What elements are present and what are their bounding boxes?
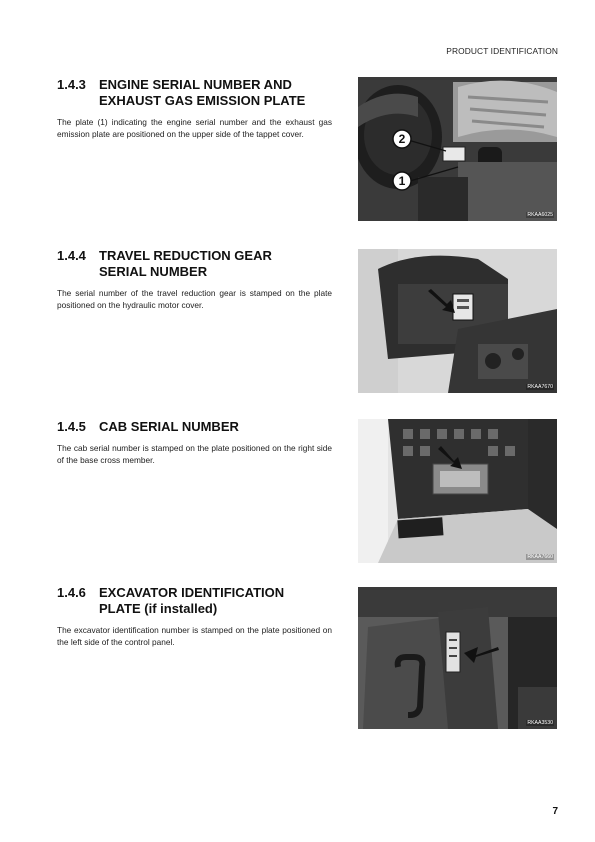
section-title (99, 585, 332, 617)
engine-plate-photo (358, 77, 557, 221)
callout-2: 2 (398, 132, 406, 146)
figure-code: RKAA6025 (527, 212, 553, 218)
section-title-line1: ENGINE SERIAL NUMBER AND (99, 77, 292, 92)
section-body: The serial number of the travel reduction gear is stamped on the plate positioned on the hydraulic motor cover. (57, 288, 332, 310)
section-excavator-identification (57, 585, 332, 648)
section-heading (57, 419, 332, 435)
section-body: The cab serial number is stamped on the plate positioned on the right side of the base cross member. (57, 443, 332, 465)
section-heading (57, 248, 332, 280)
section-title-line2: EXHAUST GAS EMISSION PLATE (99, 93, 306, 108)
section-number: 1.4.5 (57, 419, 86, 434)
travel-gear-plate-photo (358, 249, 557, 393)
section-engine-serial (57, 77, 332, 140)
section-number: 1.4.4 (57, 248, 86, 263)
section-title (99, 419, 332, 435)
section-number: 1.4.6 (57, 585, 86, 600)
section-title (99, 248, 332, 280)
section-title-line1: CAB SERIAL NUMBER (99, 419, 239, 434)
section-heading (57, 77, 332, 109)
section-title-line1: EXCAVATOR IDENTIFICATION (99, 585, 285, 600)
running-header: PRODUCT IDENTIFICATION (446, 46, 558, 56)
callout-1: 1 (398, 174, 406, 188)
excavator-plate-photo (358, 587, 557, 729)
figure-code: RKAA7660 (527, 554, 553, 560)
section-body: The excavator identification number is stamped on the plate positioned on the left side of the control panel. (57, 625, 332, 647)
section-title-line2: SERIAL NUMBER (99, 264, 208, 279)
figure-code: RKAA3530 (527, 720, 553, 726)
section-cab-serial (57, 419, 332, 466)
section-number: 1.4.3 (57, 77, 86, 92)
section-travel-reduction-gear (57, 248, 332, 311)
section-heading (57, 585, 332, 617)
section-body: The plate (1) indicating the engine serial number and the exhaust gas emission plate are positioned on the upper side of the tappet cover. (57, 117, 332, 139)
page-number: 7 (552, 806, 558, 817)
cab-plate-photo (358, 419, 557, 563)
section-title (99, 77, 332, 109)
section-title-line1: TRAVEL REDUCTION GEAR (99, 248, 272, 263)
figure-code: RKAA7670 (527, 384, 553, 390)
section-title-line2: PLATE (if installed) (99, 601, 218, 616)
